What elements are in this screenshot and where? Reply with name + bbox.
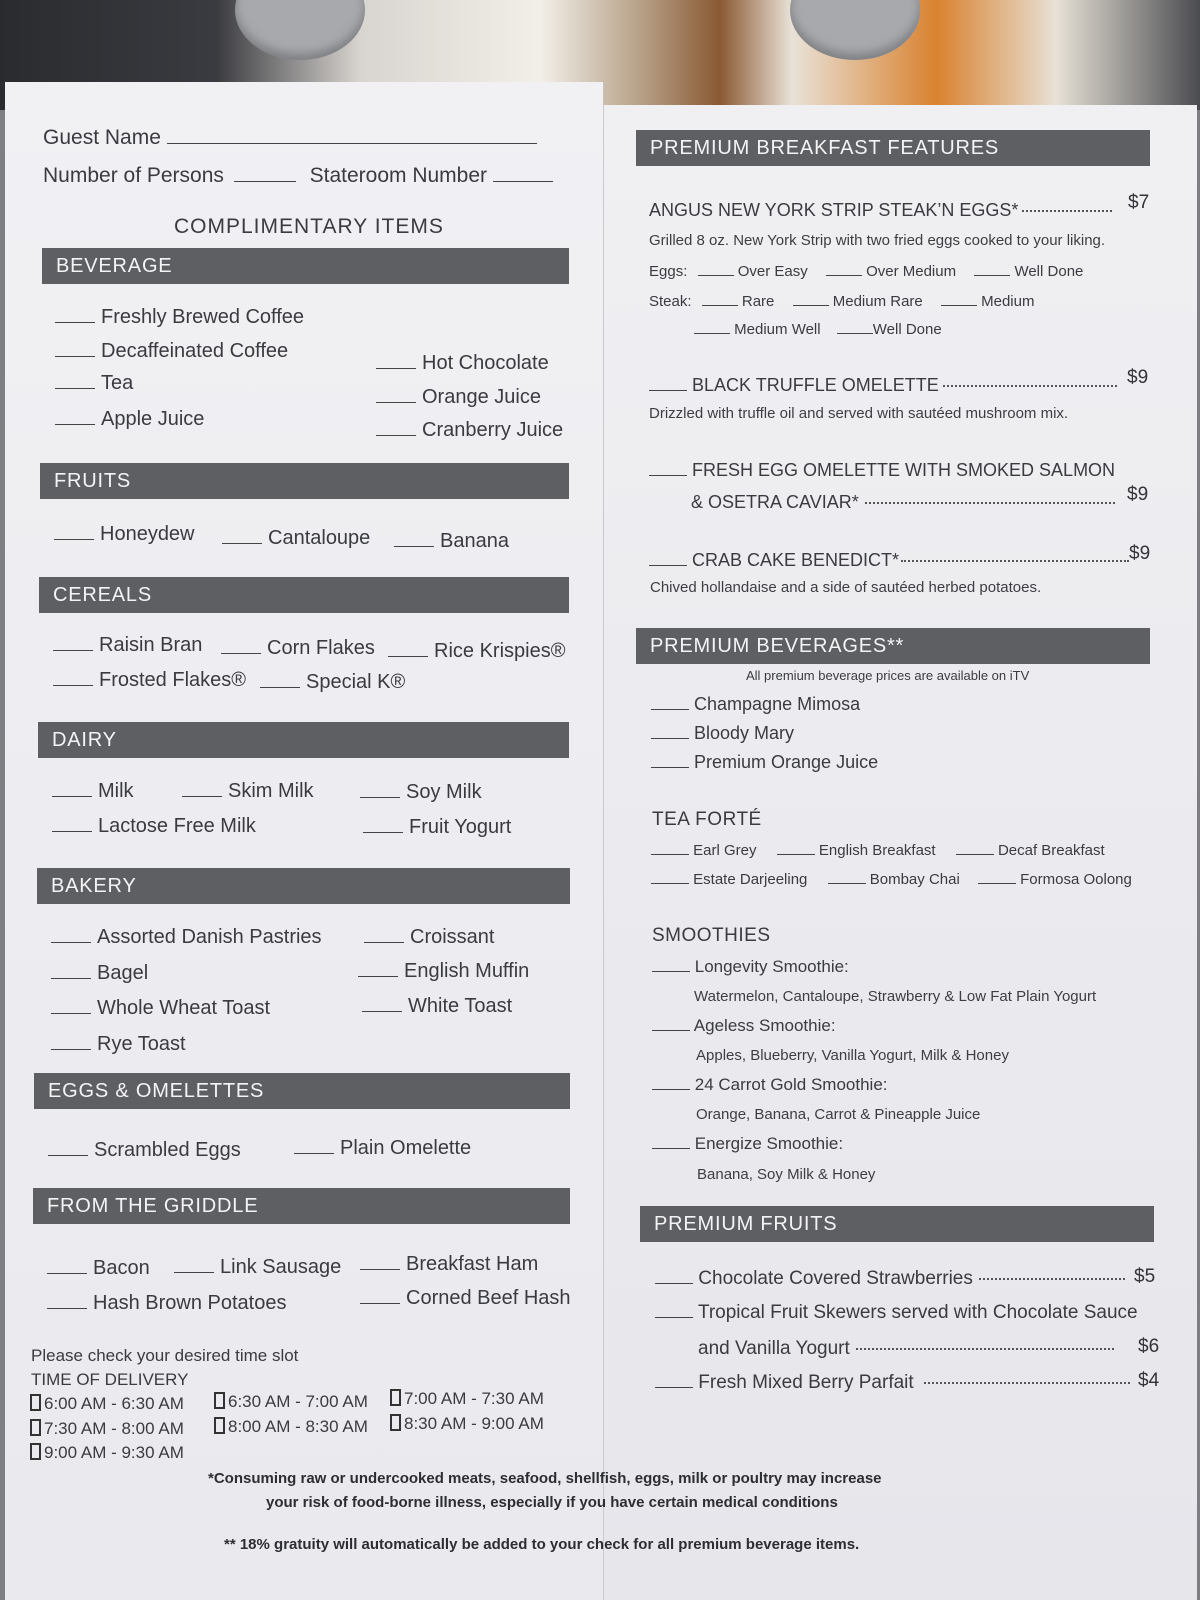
checkbox-icon bbox=[30, 1443, 41, 1460]
item-bloody-mary[interactable]: Bloody Mary bbox=[651, 723, 794, 744]
premium-beverages-note: All premium beverage prices are available on iTV bbox=[746, 668, 1030, 683]
tea-forte-title: TEA FORTÉ bbox=[652, 809, 762, 830]
crab-price: $9 bbox=[1129, 543, 1151, 564]
egg-over-medium-blank[interactable] bbox=[826, 275, 862, 276]
beverage-header: BEVERAGE bbox=[42, 248, 569, 284]
salmon-price: $9 bbox=[1127, 484, 1149, 505]
footer-gratuity: ** 18% gratuity will automatically be added to your check for all premium beverage items. bbox=[224, 1536, 860, 1553]
premium-fruits-header: PREMIUM FRUITS bbox=[640, 1206, 1154, 1242]
smoothies-title: SMOOTHIES bbox=[652, 925, 771, 946]
parfait-price: $4 bbox=[1138, 1370, 1160, 1391]
item-chocolate-strawberries[interactable]: Chocolate Covered Strawberries bbox=[655, 1268, 1125, 1290]
premium-breakfast-header: PREMIUM BREAKFAST FEATURES bbox=[636, 130, 1150, 166]
dairy-header: DAIRY bbox=[38, 722, 569, 758]
item-corned-beef-hash[interactable]: Corned Beef Hash bbox=[360, 1287, 571, 1310]
item-assorted-danish-pastries[interactable]: Assorted Danish Pastries bbox=[51, 926, 322, 949]
item-champagne-mimosa[interactable]: Champagne Mimosa bbox=[651, 694, 860, 715]
steak-options-row-2: Medium Well Well Done bbox=[694, 321, 942, 338]
smoothie-energize[interactable]: Energize Smoothie: bbox=[652, 1134, 843, 1154]
egg-well-done-blank[interactable] bbox=[974, 275, 1010, 276]
tea-earl-grey-blank[interactable] bbox=[651, 854, 689, 855]
steak-rare-blank[interactable] bbox=[702, 305, 738, 306]
complimentary-title: COMPLIMENTARY ITEMS bbox=[174, 215, 444, 238]
guest-name-label: Guest Name bbox=[43, 126, 161, 149]
item-orange-juice[interactable]: Orange Juice bbox=[376, 386, 541, 409]
smoothie-longevity-desc: Watermelon, Cantaloupe, Strawberry & Low Fat Plain Yogurt bbox=[694, 988, 1097, 1005]
item-hash-brown-potatoes[interactable]: Hash Brown Potatoes bbox=[47, 1292, 286, 1315]
smoothie-ageless-desc: Apples, Blueberry, Vanilla Yogurt, Milk & Honey bbox=[696, 1047, 1009, 1064]
smoothie-energize-desc: Banana, Soy Milk & Honey bbox=[697, 1166, 876, 1183]
steak-medium-well-blank[interactable] bbox=[694, 333, 730, 334]
guest-name-row bbox=[43, 126, 537, 150]
delivery-instruction: Please check your desired time slot bbox=[31, 1346, 299, 1365]
steak-desc: Grilled 8 oz. New York Strip with two fried eggs cooked to your liking. bbox=[649, 232, 1106, 249]
footer-warning-line2: your risk of food-borne illness, especially if you have certain medical conditions bbox=[266, 1494, 838, 1511]
item-plain-omelette[interactable]: Plain Omelette bbox=[294, 1137, 471, 1160]
steak-options-row: Steak: Rare Medium Rare Medium bbox=[649, 293, 1035, 310]
tea-row-1: Earl Grey English Breakfast Decaf Breakfast bbox=[651, 842, 1105, 859]
truffle-price: $9 bbox=[1127, 367, 1149, 388]
steak-well-done-blank[interactable] bbox=[837, 333, 873, 334]
guest-name-field[interactable] bbox=[167, 143, 537, 144]
stateroom-label: Stateroom Number bbox=[309, 164, 488, 187]
premium-beverages-header: PREMIUM BEVERAGES** bbox=[636, 628, 1150, 664]
item-corn-flakes[interactable]: Corn Flakes bbox=[221, 637, 375, 660]
slot-7-00[interactable]: 7:00 AM - 7:30 AM bbox=[390, 1389, 544, 1409]
smoothie-ageless[interactable]: Ageless Smoothie: bbox=[652, 1016, 836, 1036]
item-scrambled-eggs[interactable]: Scrambled Eggs bbox=[48, 1139, 241, 1162]
item-rye-toast[interactable]: Rye Toast bbox=[51, 1033, 186, 1056]
item-milk[interactable]: Milk bbox=[52, 780, 134, 803]
eggs-options-row: Eggs: Over Easy Over Medium Well Done bbox=[649, 263, 1084, 280]
truffle-omelette[interactable]: BLACK TRUFFLE OMELETTE bbox=[649, 375, 1117, 396]
item-link-sausage[interactable]: Link Sausage bbox=[174, 1256, 341, 1279]
item-frosted-flakes[interactable]: Frosted Flakes® bbox=[53, 669, 246, 692]
item-raisin-bran[interactable]: Raisin Bran bbox=[53, 634, 202, 657]
slot-7-30[interactable]: 7:30 AM - 8:00 AM bbox=[30, 1419, 184, 1439]
tea-estate-darjeeling-blank[interactable] bbox=[651, 883, 689, 884]
tea-formosa-oolong-blank[interactable] bbox=[978, 883, 1016, 884]
steak-price: $7 bbox=[1128, 192, 1150, 213]
item-tea[interactable]: Tea bbox=[55, 372, 133, 395]
item-cantaloupe[interactable]: Cantaloupe bbox=[222, 527, 370, 550]
truffle-desc: Drizzled with truffle oil and served with sautéed mushroom mix. bbox=[649, 405, 1069, 422]
item-english-muffin[interactable]: English Muffin bbox=[358, 960, 529, 983]
checkbox-icon bbox=[214, 1417, 225, 1434]
item-honeydew[interactable]: Honeydew bbox=[54, 523, 195, 546]
skewers-price: $6 bbox=[1138, 1336, 1160, 1357]
item-white-toast[interactable]: White Toast bbox=[362, 995, 512, 1018]
item-whole-wheat-toast[interactable]: Whole Wheat Toast bbox=[51, 997, 270, 1020]
persons-field[interactable] bbox=[234, 181, 296, 182]
item-hot-chocolate[interactable]: Hot Chocolate bbox=[376, 352, 549, 375]
crab-cake-benedict[interactable]: CRAB CAKE BENEDICT* bbox=[649, 550, 1129, 571]
item-mixed-berry-parfait[interactable]: Fresh Mixed Berry Parfait bbox=[655, 1372, 1130, 1394]
item-rice-krispies[interactable]: Rice Krispies® bbox=[388, 640, 565, 663]
griddle-header: FROM THE GRIDDLE bbox=[33, 1188, 570, 1224]
item-tropical-fruit-skewers[interactable]: Tropical Fruit Skewers served with Chocolate Sauce bbox=[655, 1302, 1138, 1324]
item-bacon[interactable]: Bacon bbox=[47, 1257, 150, 1280]
cereals-header: CEREALS bbox=[39, 577, 569, 613]
stateroom-field[interactable] bbox=[493, 181, 553, 182]
smoothie-longevity[interactable]: Longevity Smoothie: bbox=[652, 957, 849, 977]
slot-8-30[interactable]: 8:30 AM - 9:00 AM bbox=[390, 1414, 544, 1434]
item-decaffeinated-coffee[interactable]: Decaffeinated Coffee bbox=[55, 340, 288, 363]
egg-over-easy-blank[interactable] bbox=[698, 275, 734, 276]
tea-decaf-breakfast-blank[interactable] bbox=[956, 854, 994, 855]
tea-english-breakfast-blank[interactable] bbox=[777, 854, 815, 855]
slot-9-00[interactable]: 9:00 AM - 9:30 AM bbox=[30, 1443, 184, 1463]
slot-6-30[interactable]: 6:30 AM - 7:00 AM bbox=[214, 1392, 368, 1412]
item-cranberry-juice[interactable]: Cranberry Juice bbox=[376, 419, 563, 442]
checkbox-icon bbox=[30, 1394, 41, 1411]
item-premium-orange-juice[interactable]: Premium Orange Juice bbox=[651, 752, 878, 773]
item-banana[interactable]: Banana bbox=[394, 530, 509, 553]
salmon-omelette-line2: & OSETRA CAVIAR* bbox=[691, 492, 1115, 513]
tea-row-2: Estate Darjeeling Bombay Chai Formosa Oolong bbox=[651, 871, 1132, 888]
bakery-header: BAKERY bbox=[37, 868, 570, 904]
smoothie-carrot-gold-desc: Orange, Banana, Carrot & Pineapple Juice bbox=[696, 1106, 981, 1123]
strawberries-price: $5 bbox=[1134, 1266, 1156, 1287]
crab-desc: Chived hollandaise and a side of sautéed herbed potatoes. bbox=[650, 579, 1042, 596]
item-breakfast-ham[interactable]: Breakfast Ham bbox=[360, 1253, 538, 1276]
steak-medium-rare-blank[interactable] bbox=[793, 305, 829, 306]
persons-label: Number of Persons bbox=[43, 164, 224, 187]
item-freshly-brewed-coffee[interactable]: Freshly Brewed Coffee bbox=[55, 306, 304, 329]
checkbox-icon bbox=[390, 1389, 401, 1406]
salmon-omelette[interactable]: FRESH EGG OMELETTE WITH SMOKED SALMON bbox=[649, 460, 1115, 481]
tea-bombay-chai-blank[interactable] bbox=[828, 883, 866, 884]
steak-name: ANGUS NEW YORK STRIP STEAK’N EGGS* bbox=[649, 200, 1112, 221]
fruits-header: FRUITS bbox=[40, 463, 569, 499]
checkbox-icon bbox=[390, 1414, 401, 1431]
persons-row bbox=[43, 164, 553, 188]
item-lactose-free-milk[interactable]: Lactose Free Milk bbox=[52, 815, 256, 838]
item-special-k[interactable]: Special K® bbox=[260, 671, 405, 694]
item-soy-milk[interactable]: Soy Milk bbox=[360, 781, 482, 804]
item-bagel[interactable]: Bagel bbox=[51, 962, 148, 985]
slot-8-00[interactable]: 8:00 AM - 8:30 AM bbox=[214, 1417, 368, 1437]
checkbox-icon bbox=[214, 1392, 225, 1409]
steak-medium-blank[interactable] bbox=[941, 305, 977, 306]
item-croissant[interactable]: Croissant bbox=[364, 926, 494, 949]
footer-warning-line1: *Consuming raw or undercooked meats, seafood, shellfish, eggs, milk or poultry may increase bbox=[208, 1470, 882, 1487]
item-fruit-yogurt[interactable]: Fruit Yogurt bbox=[363, 816, 511, 839]
smoothie-carrot-gold[interactable]: 24 Carrot Gold Smoothie: bbox=[652, 1075, 888, 1095]
item-skim-milk[interactable]: Skim Milk bbox=[182, 780, 314, 803]
eggs-header: EGGS & OMELETTES bbox=[34, 1073, 570, 1109]
delivery-title: TIME OF DELIVERY bbox=[31, 1370, 189, 1389]
item-apple-juice[interactable]: Apple Juice bbox=[55, 408, 204, 431]
checkbox-icon bbox=[30, 1419, 41, 1436]
slot-6-00[interactable]: 6:00 AM - 6:30 AM bbox=[30, 1394, 184, 1414]
skewers-line2: and Vanilla Yogurt bbox=[698, 1338, 1114, 1360]
